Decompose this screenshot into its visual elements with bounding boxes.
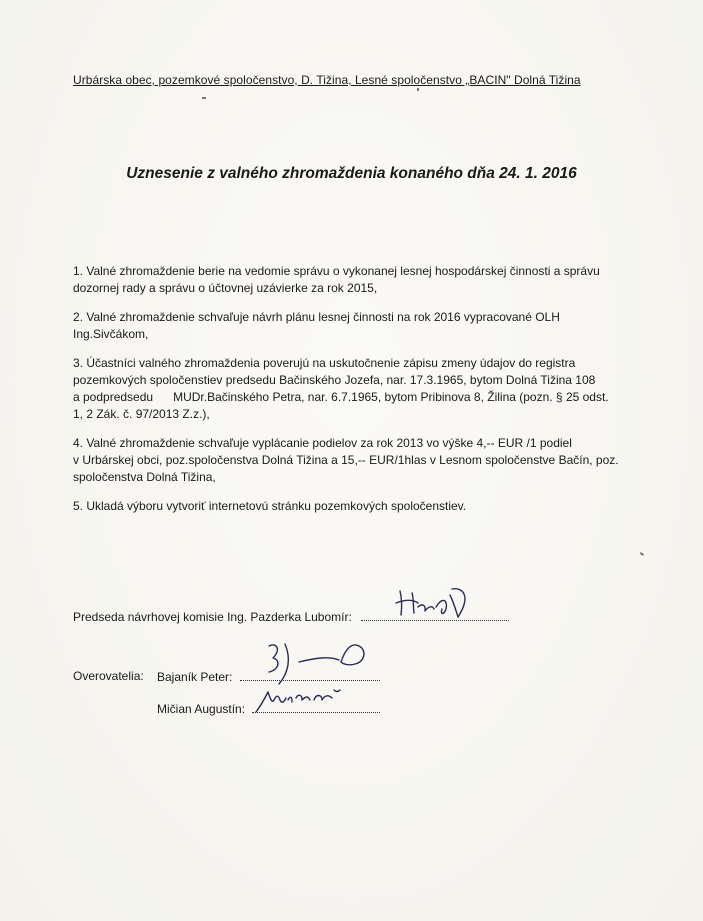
resolution-line: 3. Účastníci valného zhromaždenia poverujú na uskutočnenie zápisu zmeny údajov do registra <box>73 356 576 370</box>
verifiers-label: Overovatelia: <box>73 669 144 683</box>
resolution-line: Ing.Sivčákom, <box>73 327 149 341</box>
resolution-item <box>73 435 643 486</box>
verifier1-handwritten-signature <box>255 636 380 686</box>
scan-speck <box>640 552 644 556</box>
resolution-line: pozemkových spoločenstiev predsedu Bačinského Jozefa, nar. 17.3.1965, bytom Dolná Tižina 108 <box>73 373 596 387</box>
resolution-list <box>73 263 643 527</box>
resolution-item <box>73 263 643 297</box>
scan-speck <box>202 97 206 99</box>
chairman-label: Predseda návrhovej komisie Ing. Pazderka Lubomír: <box>73 610 352 624</box>
resolution-line: dozornej rady a správu o účtovnej uzávierke za rok 2015, <box>73 281 378 295</box>
chairman-handwritten-signature <box>392 585 487 625</box>
resolution-line: 5. Ukladá výboru vytvoriť internetovú stránku pozemkových spoločenstiev. <box>73 499 467 513</box>
resolution-line: 1. Valné zhromaždenie berie na vedomie správu o vykonanej lesnej hospodárskej činnosti a správu <box>73 264 600 278</box>
resolution-line: v Urbárskej obci, poz.spoločenstva Dolná Tižina a 15,-- EUR/1hlas v Lesnom spoločenstve Bačín, poz. <box>73 453 619 467</box>
resolution-line: spoločenstva Dolná Tižina, <box>73 470 216 484</box>
resolution-line: a podpredsedu MUDr.Bačinského Petra, nar. 6.7.1965, bytom Pribinova 8, Žilina (pozn. § 25 odst. <box>73 390 609 404</box>
document-title: Uznesenie z valného zhromaždenia konaného dňa 24. 1. 2016 <box>126 165 577 182</box>
verifier2-handwritten-signature <box>252 682 352 718</box>
verifier1-label: Bajaník Peter: <box>157 670 233 684</box>
resolution-line: 4. Valné zhromaždenie schvaľuje vyplácanie podielov za rok 2013 vo výške 4,-- EUR /1 podiel <box>73 436 572 450</box>
resolution-item <box>73 309 643 343</box>
scan-speck <box>417 88 419 91</box>
verifier2-label: Mičian Augustín: <box>157 702 246 716</box>
resolution-line: 1, 2 Zák. č. 97/2013 Z.z.), <box>73 407 210 421</box>
resolution-item <box>73 355 643 423</box>
verifiers-label-row <box>73 669 144 683</box>
resolution-item <box>73 498 643 515</box>
resolution-line: 2. Valné zhromaždenie schvaľuje návrh plánu lesnej činnosti na rok 2016 vypracované OLH <box>73 310 560 324</box>
organization-header: Urbárska obec, pozemkové spoločenstvo, D. Tižina, Lesné spoločenstvo „BACIN" Dolná Tižina <box>73 73 581 87</box>
